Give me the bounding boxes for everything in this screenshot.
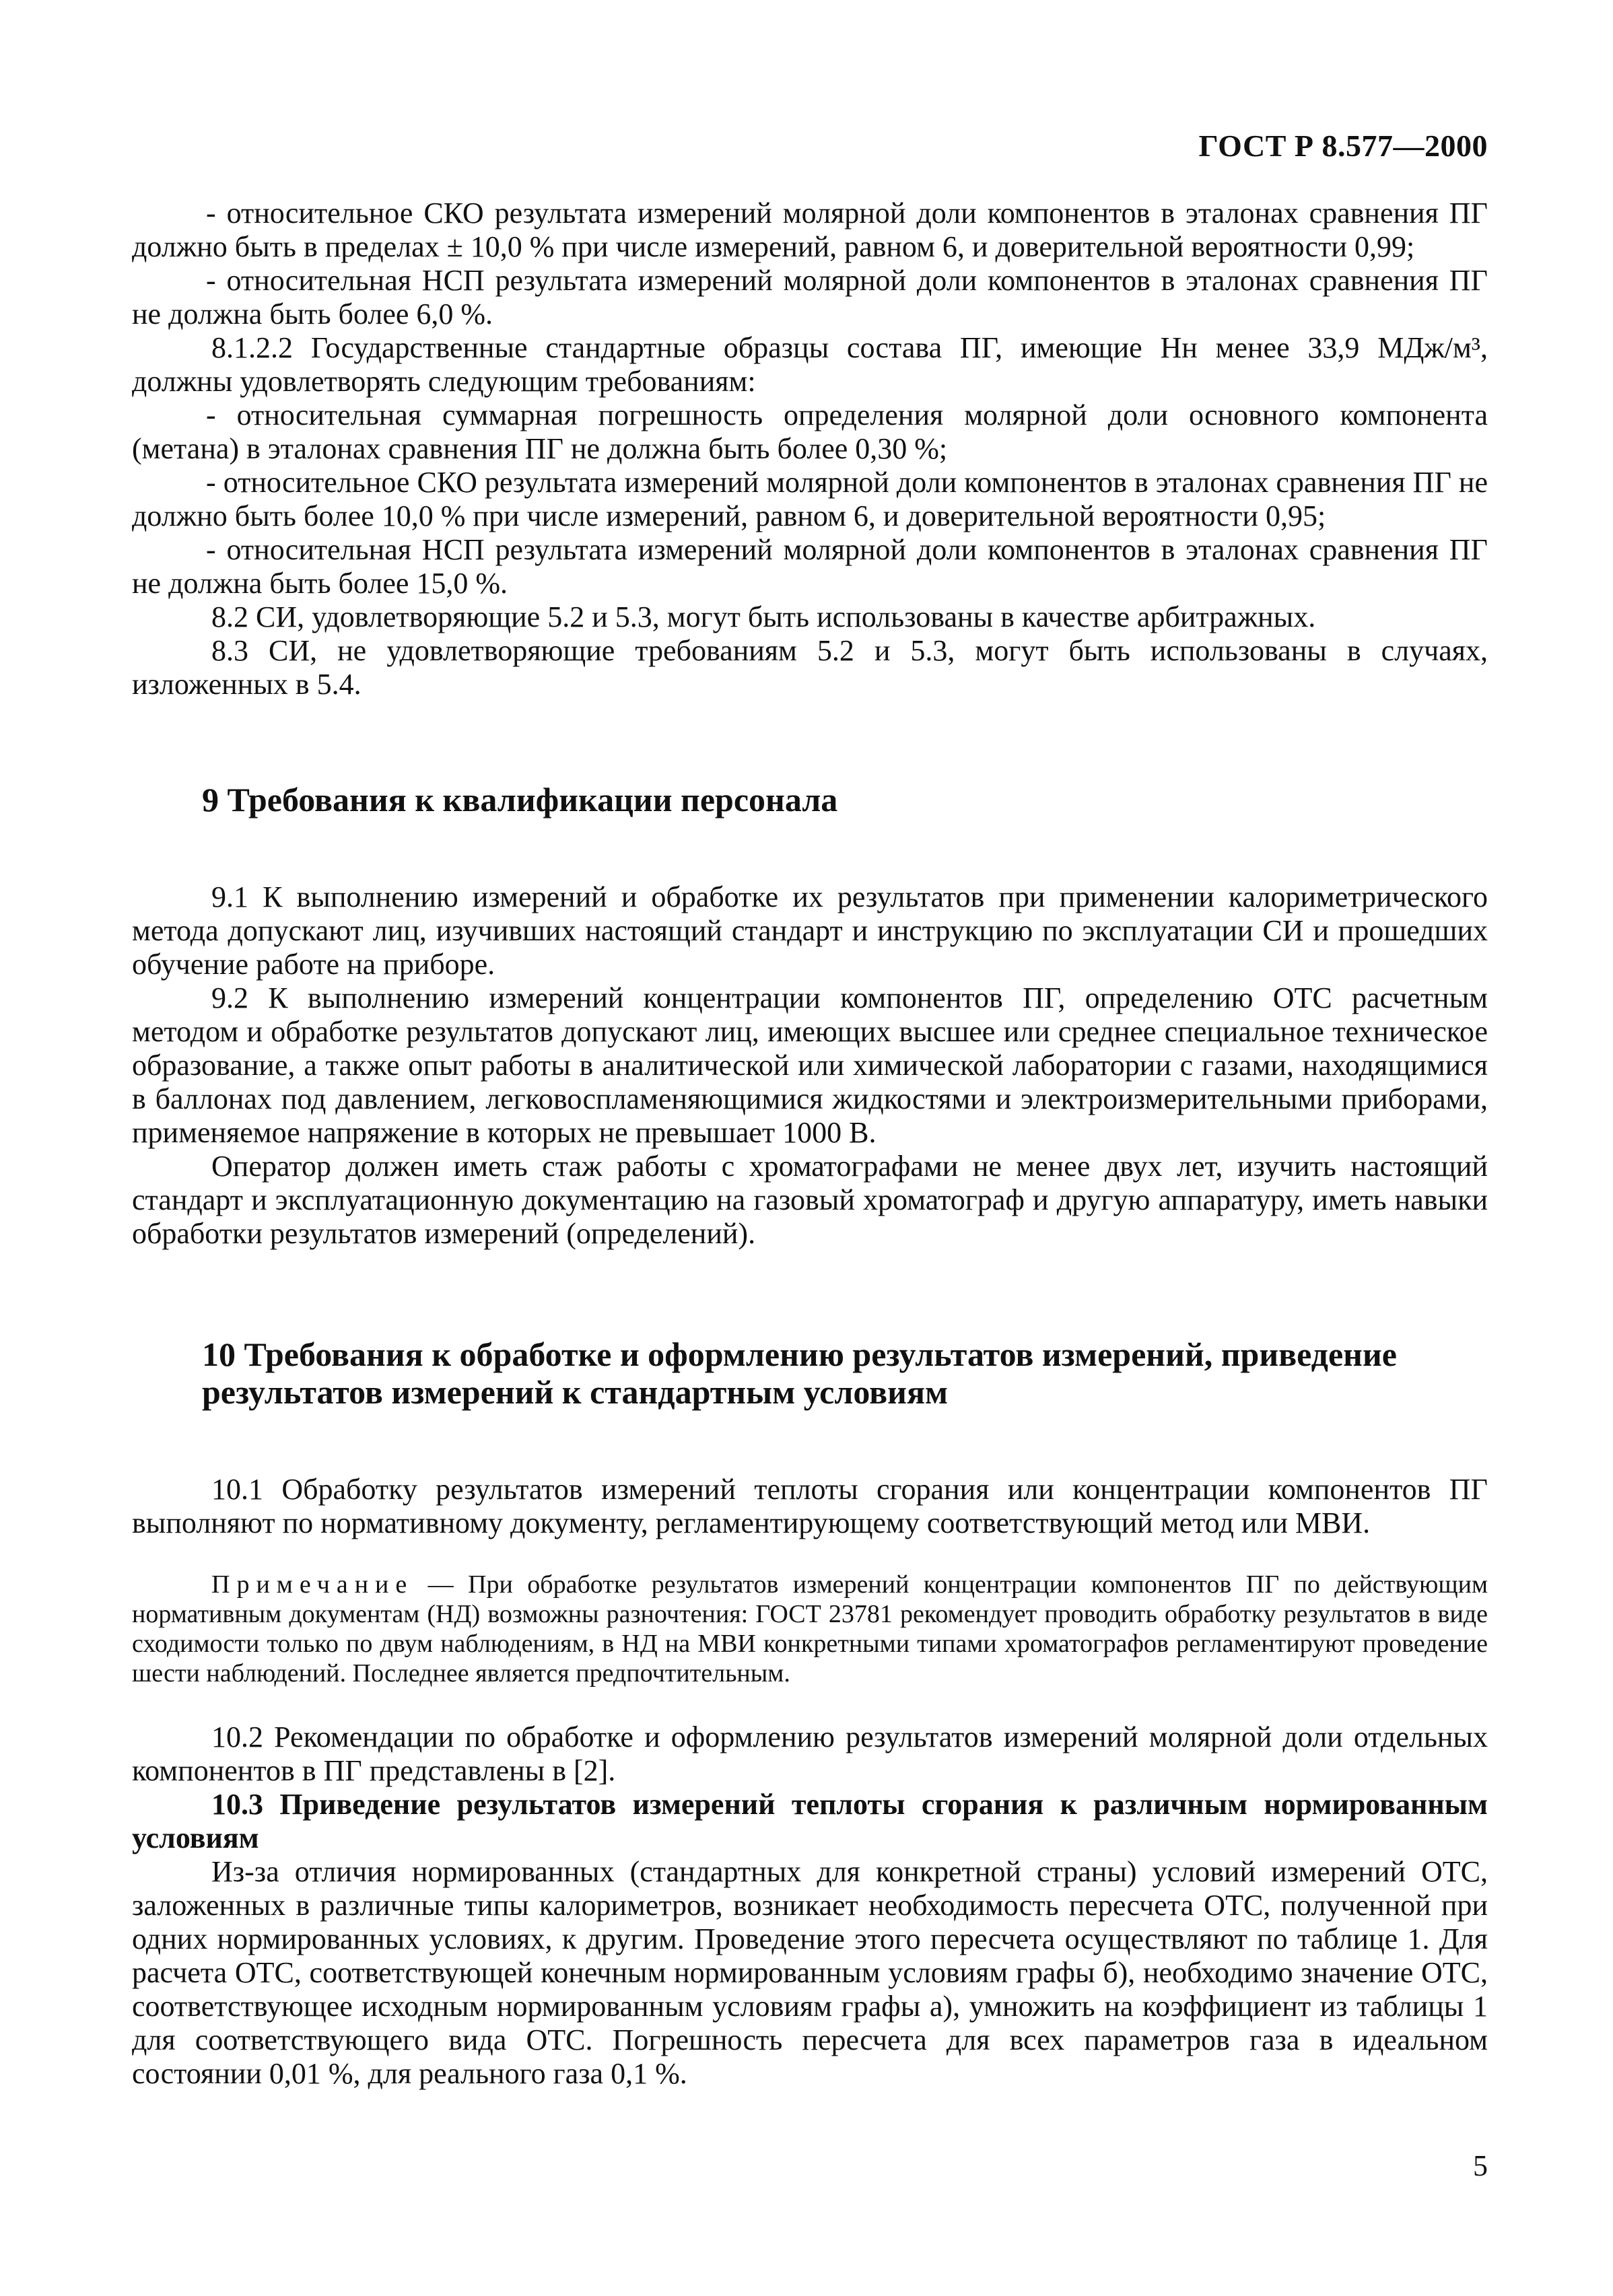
- subsection-10-3-heading: 10.3 Приведение результатов измерений теплоты сгорания к различным нормированным условиям: [132, 1788, 1488, 1854]
- paragraph: Оператор должен иметь стаж работы с хроматографами не менее двух лет, изучить настоящий стандарт и эксплуатационную документацию на газовый хроматограф и другую аппаратуру, иметь навыки обработки результатов измерений (определений).: [132, 1150, 1488, 1250]
- paragraph: - относительная НСП результата измерений молярной доли компонентов в эталонах сравнения ПГ не должна быть более 15,0 %.: [132, 533, 1488, 600]
- paragraph: 8.2 СИ, удовлетворяющие 5.2 и 5.3, могут быть использованы в качестве арбитражных.: [211, 600, 1316, 633]
- paragraph: Из-за отличия нормированных (стандартных для конкретной страны) условий измерений ОТС, заложенных в различные типы калориметров, возникает необходимость пересчета ОТС, полученной при одних нормированных условиях, к другим. Проведение этого пересчета осуществляют по таблице 1. Для расчета ОТС, соответствующей конечным нормированным условиям графы б), необходимо значение ОТС, соответствующее исходным нормированным условиям графы а), умножить на коэффициент из таблицы 1 для соответствующего вида ОТС. Погрешность пересчета для всех параметров газа в идеальном состоянии 0,01 %, для реального газа 0,1 %.: [132, 1855, 1488, 2090]
- note: [132, 1570, 1488, 1688]
- standard-header: ГОСТ Р 8.577—2000: [1198, 129, 1488, 163]
- paragraph: - относительная НСП результата измерений молярной доли компонентов в эталонах сравнения ПГ не должна быть более 6,0 %.: [132, 264, 1488, 331]
- paragraph: 8.1.2.2 Государственные стандартные образцы состава ПГ, имеющие Hн менее 33,9 МДж/м³, должны удовлетворять следующим требованиям:: [132, 331, 1488, 398]
- paragraph: 10.2 Рекомендации по обработке и оформлению результатов измерений молярной доли отдельных компонентов в ПГ представлены в [2].: [132, 1720, 1488, 1787]
- section-10-heading: 10 Требования к обработке и оформлению результатов измерений, приведение результатов измерений к стандартным условиям: [202, 1335, 1397, 1411]
- paragraph: - относительное СКО результата измерений молярной доли компонентов в эталонах сравнения ПГ не должно быть более 10,0 % при числе измерений, равном 6, и доверительной вероятности 0,95;: [132, 466, 1488, 532]
- paragraph: 10.1 Обработку результатов измерений теплоты сгорания или концентрации компонентов ПГ выполняют по нормативному документу, регламентирующему соответствующий метод или МВИ.: [132, 1473, 1488, 1539]
- section-9-heading: 9 Требования к квалификации персонала: [202, 781, 838, 819]
- paragraph: - относительная суммарная погрешность определения молярной доли основного компонента (метана) в эталонах сравнения ПГ не должна быть более 0,30 %;: [132, 398, 1488, 465]
- paragraph: - относительное СКО результата измерений молярной доли компонентов в эталонах сравнения ПГ должно быть в пределах ± 10,0 % при числе измерений, равном 6, и доверительной вероятности 0,99;: [132, 197, 1488, 263]
- paragraph: 9.1 К выполнению измерений и обработке их результатов при применении калориметрического метода допускают лиц, изучивших настоящий стандарт и инструкцию по эксплуатации СИ и прошедших обучение работе на приборе.: [132, 880, 1488, 981]
- page-content: [132, 197, 1488, 2091]
- note-label: Примечание: [211, 1570, 414, 1599]
- paragraph: 8.3 СИ, не удовлетворяющие требованиям 5.2 и 5.3, могут быть использованы в случаях, изложенных в 5.4.: [132, 634, 1488, 701]
- page-number: 5: [1473, 2149, 1488, 2182]
- note-text: — При обработке результатов измерений концентрации компонентов ПГ по действующим нормативным документам (НД) возможны разночтения: ГОСТ 23781 рекомендует проводить обработку результатов в виде сходимости только по двум наблюдениям, в НД на МВИ конкретными типами хроматографов регламентируют проведение шести наблюдений. Последнее является предпочтительным.: [132, 1570, 1488, 1688]
- paragraph: 9.2 К выполнению измерений концентрации компонентов ПГ, определению ОТС расчетным методом и обработке результатов допускают лиц, имеющих высшее или среднее специальное техническое образование, а также опыт работы в аналитической или химической лаборатории с газами, находящимися в баллонах под давлением, легковоспламеняющимися жидкостями и электроизмерительными приборами, применяемое напряжение в которых не превышает 1000 В.: [132, 981, 1488, 1149]
